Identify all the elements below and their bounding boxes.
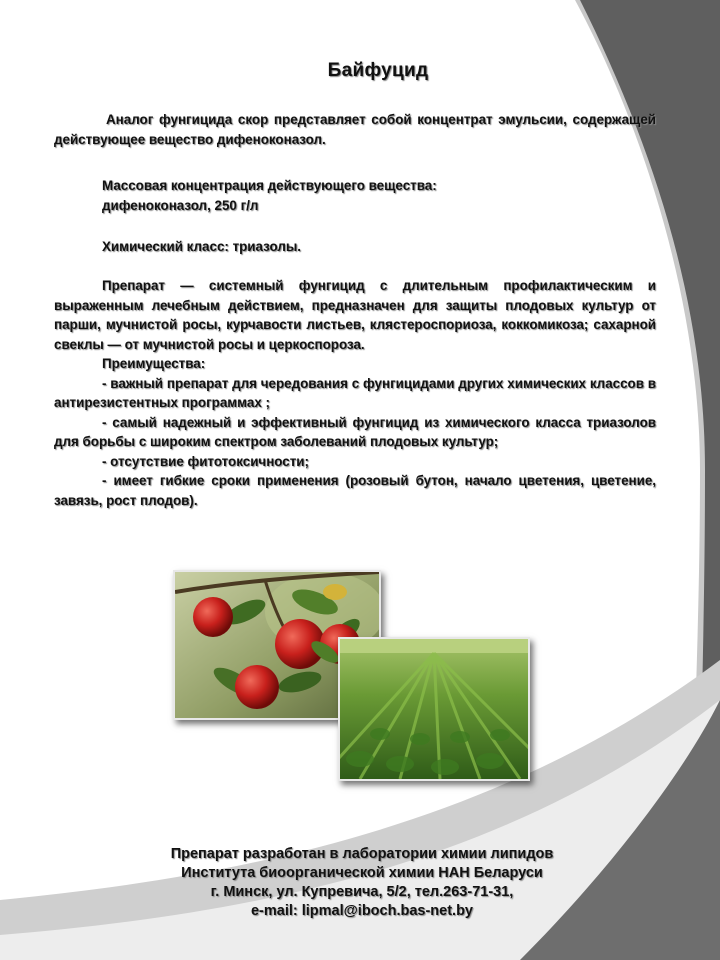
intro-text: Аналог фунгицида скор представляет собой концентрат эмульсии, содержащей действующее вещество дифеноконазол.: [54, 112, 656, 147]
concentration-label: Массовая концентрация действующего вещества:: [102, 178, 437, 193]
concentration-value: дифеноконазол, 250 г/л: [102, 197, 259, 213]
advantage-item: - отсутствие фитотоксичности;: [102, 453, 309, 469]
beet-field-photo: [338, 637, 530, 781]
footer-email[interactable]: e-mail: lipmal@iboch.bas-net.by: [250, 903, 473, 919]
footer-line-2: Института биоорганической химии НАН Беларуси: [181, 865, 543, 881]
description-block: [54, 276, 656, 510]
chemical-class: Химический класс: триазолы.: [102, 239, 301, 254]
description-text: Препарат — системный фунгицид с длительным профилактическим и выраженным лечебным действием, предназначен для защиты плодовых культур от парши, мучнистой росы, курчавости листьев, клястероспориоза, коккомикоза; сахарной свеклы — от мучнистой росы и церкоспороза.: [54, 278, 656, 352]
footer-credits: [0, 845, 720, 921]
footer-line-1: Препарат разработан в лаборатории химии липидов: [170, 846, 554, 862]
footer-line-3: г. Минск, ул. Купревича, 5/2, тел.263-71-31,: [210, 884, 514, 900]
advantage-item: - самый надежный и эффективный фунгицид из химического класса триазолов для борьбы с широким спектром заболеваний плодовых культур;: [54, 414, 656, 449]
concentration-block: [102, 176, 662, 215]
advantage-item: - важный препарат для чередования с фунгицидами других химических классов в антирезистентных программах ;: [54, 375, 656, 410]
advantages-header: Преимущества:: [102, 356, 206, 371]
page-title: Байфуцид: [327, 60, 429, 81]
intro-paragraph: [54, 110, 656, 149]
advantage-item: - имеет гибкие сроки применения (розовый бутон, начало цветения, цветение, завязь, рост плодов).: [54, 473, 656, 508]
